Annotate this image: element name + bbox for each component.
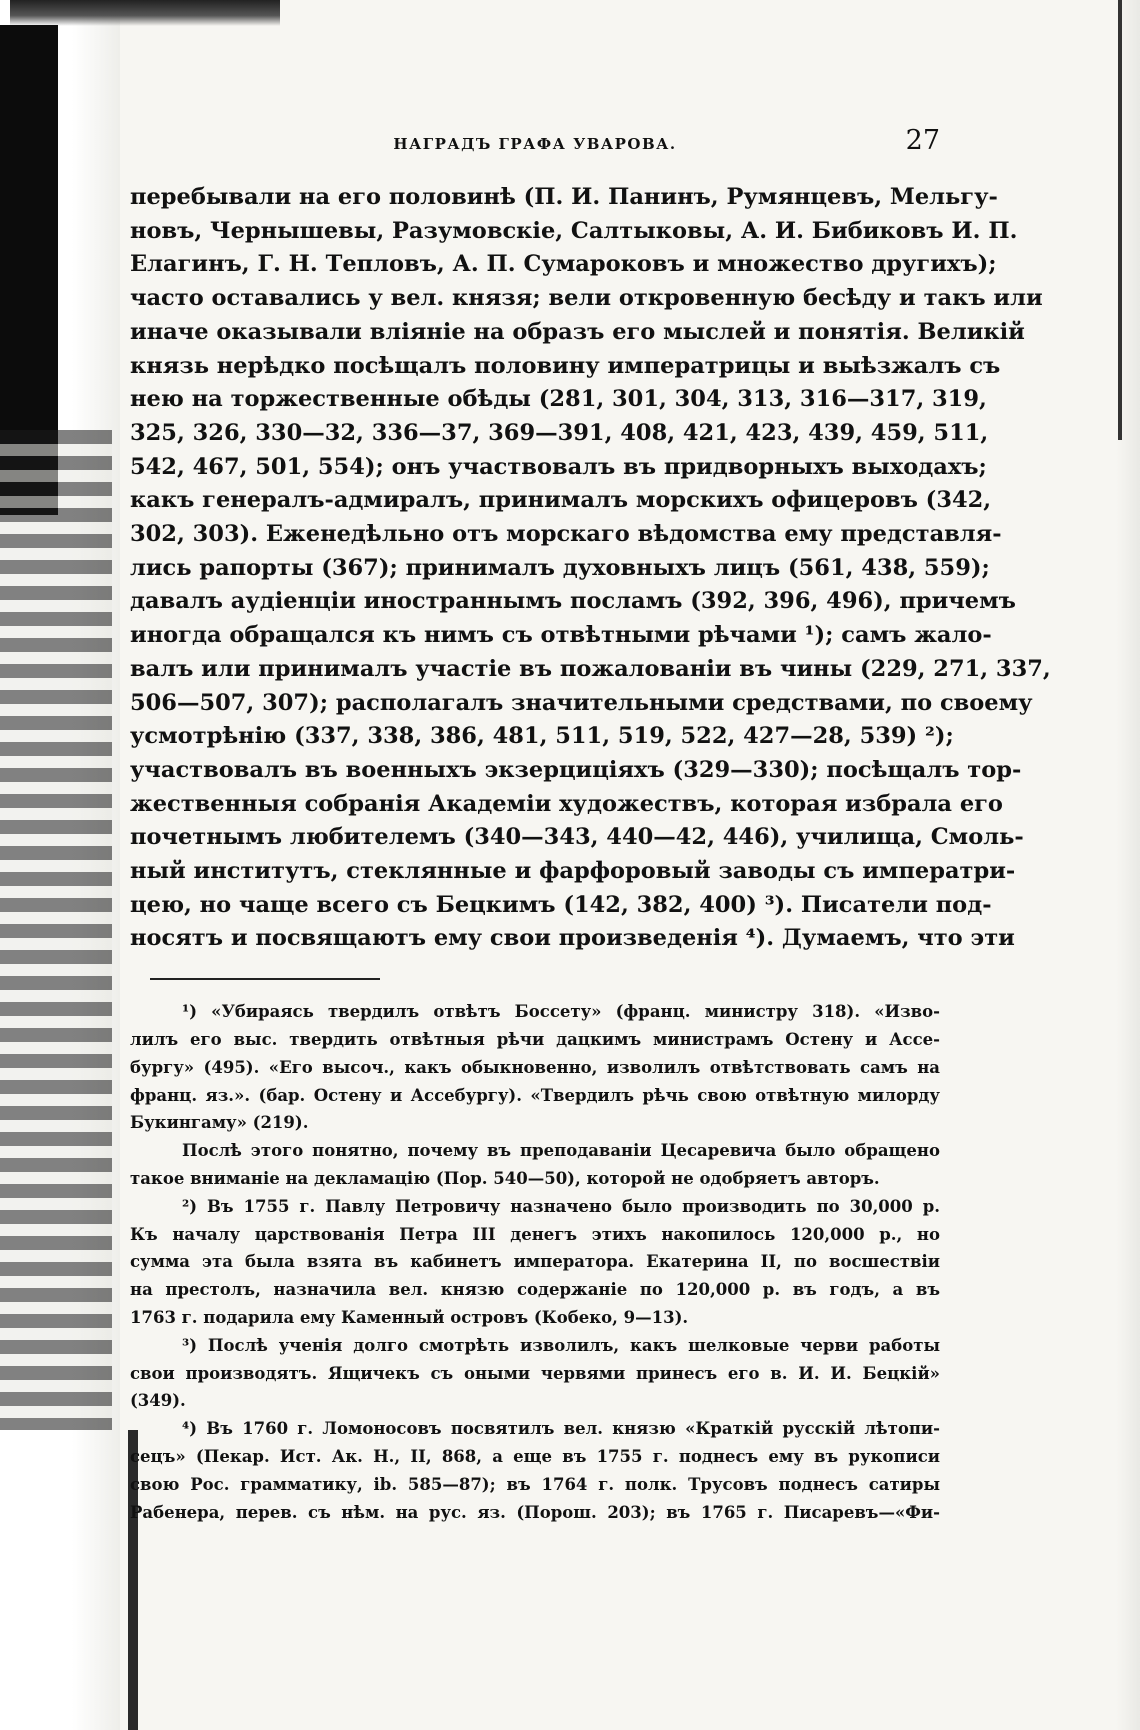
text-line: 506—507, 307); располагалъ значительными средствами, по своему bbox=[130, 689, 1033, 716]
text-line: нею на торжественные обѣды (281, 301, 304, 313, 316—317, 319, bbox=[130, 386, 987, 413]
footnote-line: (349). bbox=[130, 1391, 186, 1411]
text-line: участвовалъ въ военныхъ экзерциціяхъ (329—330); посѣщалъ тор- bbox=[130, 756, 1022, 783]
text-line: усмотрѣнію (337, 338, 386, 481, 511, 519, 522, 427—28, 539) ²); bbox=[130, 723, 954, 750]
footnote bbox=[130, 1332, 940, 1415]
main-text bbox=[130, 181, 1051, 956]
footnote bbox=[130, 1193, 940, 1332]
footnote-line: Послѣ этого понятно, почему въ преподаваніи Цесаревича было обращено bbox=[182, 1141, 940, 1161]
footnote bbox=[130, 998, 940, 1137]
footnote-line: Къ началу царствованія Петра III денегъ этихъ накопилось 120,000 р., но bbox=[130, 1224, 940, 1244]
text-line: часто оставались у вел. князя; вели откровенную бесѣду и такъ или bbox=[130, 285, 1043, 312]
footnote-line: Рабенера, перев. съ нѣм. на рус. яз. (Порош. 203); въ 1765 г. Писаревъ—«Фи- bbox=[130, 1502, 940, 1522]
text-line: почетнымъ любителемъ (340—343, 440—42, 446), училища, Смоль- bbox=[130, 824, 1024, 851]
page-number: 27 bbox=[905, 125, 940, 156]
text-line: 542, 467, 501, 554); онъ участвовалъ въ придворныхъ выходахъ; bbox=[130, 453, 987, 480]
footnote-line: 1763 г. подарила ему Каменный островъ (Кобеко, 9—13). bbox=[130, 1307, 689, 1327]
footnote-line: сумма эта была взята въ кабинетъ императора. Екатерина II, по восшествіи bbox=[130, 1252, 940, 1272]
text-line: новъ, Чернышевы, Разумовскіе, Салтыковы, А. И. Бибиковъ И. П. bbox=[130, 217, 1018, 244]
text-line: жественныя собранія Академіи художествъ, которая избрала его bbox=[130, 790, 1003, 817]
text-line: 302, 303). Еженедѣльно отъ морскаго вѣдомства ему представля- bbox=[130, 521, 1002, 548]
footnote-line: ³) Послѣ ученія долго смотрѣть изволилъ, какъ шелковые черви работы bbox=[182, 1335, 940, 1355]
footnotes bbox=[130, 998, 940, 1526]
footnote-line: такое вниманіе на декламацію (Пор. 540—50), которой не одобряетъ авторъ. bbox=[130, 1168, 880, 1188]
footnote-line: сецъ» (Пекар. Ист. Ак. Н., II, 868, а еще въ 1755 г. поднесъ ему въ рукописи bbox=[130, 1446, 940, 1466]
text-line: ный институтъ, стеклянные и фарфоровый заводы съ императри- bbox=[130, 858, 1016, 885]
footnote-line: ¹) «Убираясь твердилъ отвѣтъ Боссету» (франц. министру 318). «Изво- bbox=[182, 1002, 940, 1022]
text-line: иногда обращался къ нимъ съ отвѣтными рѣчами ¹); самъ жало- bbox=[130, 622, 992, 649]
adjacent-page-edge bbox=[0, 430, 112, 1430]
footnote-line: Букингаму» (219). bbox=[130, 1113, 309, 1133]
footnote bbox=[130, 1137, 940, 1193]
footnote-line: на престолъ, назначила вел. князю содержаніе по 120,000 р. въ годъ, а въ bbox=[130, 1280, 940, 1300]
text-line: Елагинъ, Г. Н. Тепловъ, А. П. Сумароковъ и множество другихъ); bbox=[130, 251, 997, 278]
text-line: князь нерѣдко посѣщалъ половину императрицы и выѣзжалъ съ bbox=[130, 352, 1001, 379]
footnote-line: лилъ его выс. твердить отвѣтныя рѣчи дацкимъ министрамъ Остену и Ассе- bbox=[130, 1029, 940, 1049]
text-line: валъ или принималъ участіе въ пожалованіи въ чины (229, 271, 337, bbox=[130, 655, 1051, 682]
footnote-line: бургу» (495). «Его высоч., какъ обыкновенно, изволилъ отвѣтствовать самъ на bbox=[130, 1057, 940, 1077]
scan-artifact-right bbox=[1118, 0, 1122, 440]
text-line: какъ генералъ-адмиралъ, принималъ морскихъ офицеровъ (342, bbox=[130, 487, 992, 514]
text-line: давалъ аудіенціи иностраннымъ посламъ (392, 396, 496), причемъ bbox=[130, 588, 1016, 615]
footnote-line: ⁴) Въ 1760 г. Ломоносовъ посвятилъ вел. князю «Краткій русскій лѣтопи- bbox=[182, 1419, 940, 1439]
text-line: иначе оказывали вліяніе на образъ его мыслей и понятія. Великій bbox=[130, 318, 1025, 345]
running-title: НАГРАДЪ ГРАФА УВАРОВА. bbox=[393, 135, 677, 153]
text-line: 325, 326, 330—32, 336—37, 369—391, 408, 421, 423, 439, 459, 511, bbox=[130, 419, 989, 446]
text-line: цею, но чаще всего съ Бецкимъ (142, 382, 400) ³). Писатели под- bbox=[130, 891, 992, 918]
book-page bbox=[130, 125, 1051, 1526]
text-line: лись рапорты (367); принималъ духовныхъ лицъ (561, 438, 559); bbox=[130, 554, 990, 581]
footnote-line: свою Рос. грамматику, ib. 585—87); въ 1764 г. полк. Трусовъ поднесъ сатиры bbox=[130, 1474, 940, 1494]
footnote-line: ²) Въ 1755 г. Павлу Петровичу назначено было производить по 30,000 р. bbox=[182, 1196, 940, 1216]
text-line: носятъ и посвящаютъ ему свои произведенія ⁴). Думаемъ, что эти bbox=[130, 925, 1015, 952]
footnote-rule bbox=[150, 978, 380, 980]
page-header bbox=[130, 125, 940, 165]
scan-artifact-top bbox=[10, 0, 280, 26]
text-line: перебывали на его половинѣ (П. И. Панинъ, Румянцевъ, Мельгу- bbox=[130, 184, 998, 210]
footnote-line: франц. яз.». (бар. Остену и Ассебургу). «Твердилъ рѣчь свою отвѣтную милорду bbox=[130, 1085, 940, 1105]
footnote bbox=[130, 1415, 940, 1526]
footnote-line: свои производятъ. Ящичекъ съ оными червями принесъ его в. И. И. Бецкій» bbox=[130, 1363, 940, 1383]
